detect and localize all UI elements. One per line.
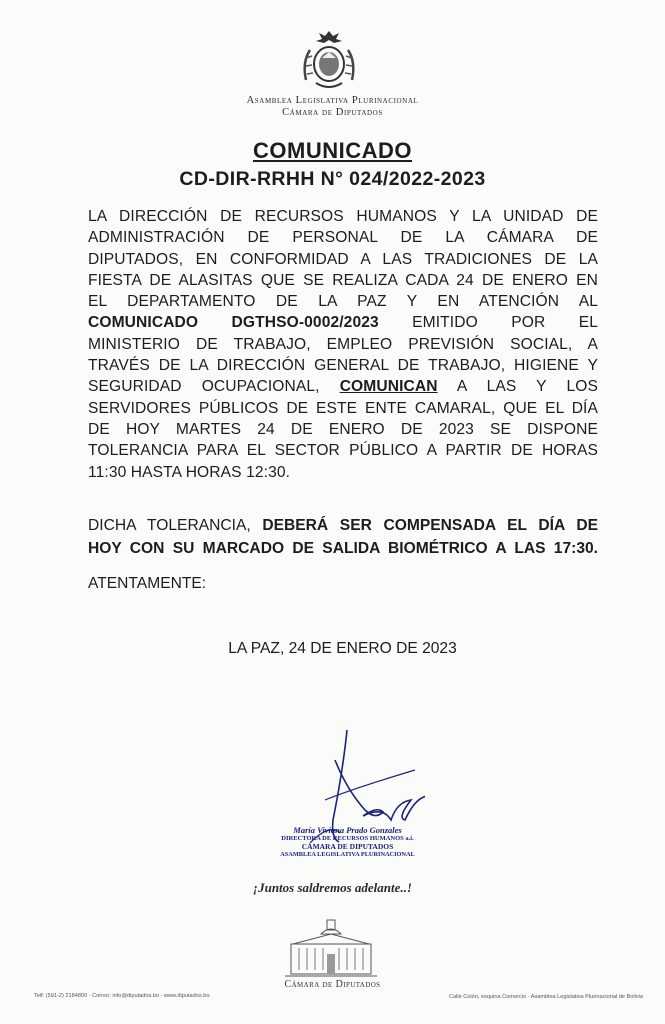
paragraph-text: A LAS Y LOS (437, 378, 598, 396)
closing: ATENTAMENTE: (88, 575, 207, 592)
paragraph-line: TOLERANCIA PARA EL SECTOR PÚBLICO A PARTIR DE HORAS (88, 442, 598, 460)
paragraph-line: SERVIDORES PÚBLICOS DE ESTE ENTE CAMARAL, QUE EL DÍA (88, 399, 598, 417)
paragraph-text: SEGURIDAD OCUPACIONAL, (88, 378, 340, 396)
comunican-keyword: COMUNICAN (339, 378, 438, 396)
compensation-paragraph (88, 514, 598, 560)
paragraph-text: DICHA TOLERANCIA, (88, 517, 263, 534)
compensation-notice: DEBERÁ SER COMPENSADA EL DÍA DE (262, 517, 598, 534)
paragraph-line: LA DIRECCIÓN DE RECURSOS HUMANOS Y LA UNIDAD DE (88, 208, 598, 225)
paragraph-line (88, 514, 598, 537)
paragraph-line: TRAVÉS DE LA DIRECCIÓN GENERAL DE TRABAJO, HIGIENE Y (88, 357, 598, 375)
paragraph-line: MINISTERIO DE TRABAJO, EMPLEO PREVISIÓN SOCIAL, A (88, 335, 598, 353)
motto: ¡Juntos saldremos adelante..! (253, 880, 412, 895)
footer-chamber-name: Cámara de Diputados (284, 979, 381, 990)
place-date: LA PAZ, 24 DE ENERO DE 2023 (228, 640, 457, 657)
compensation-notice: HOY CON SU MARCADO DE SALIDA BIOMÉTRICO A LAS 17:30. (88, 540, 598, 557)
paragraph-line: EL DEPARTAMENTO DE LA PAZ Y EN ATENCIÓN AL (88, 293, 598, 311)
signer-name: María Viviana Prado Gonzales (293, 825, 402, 835)
footer-address: Calle Colón, esquina Comercio - Asamblea Legislativa Plurinacional de Bolivia (448, 994, 643, 1000)
paragraph-line: 11:30 HASTA HORAS 12:30. (88, 463, 291, 481)
paragraph-line: ADMINISTRACIÓN DE PERSONAL DE LA CÁMARA DE (88, 229, 598, 247)
document-title: COMUNICADO (253, 138, 412, 163)
main-paragraph (88, 206, 598, 483)
footer-contact: Telf: (591-2) 2184800 - Correo: info@diputados.bo - www.diputados.bo (34, 993, 210, 999)
signer-position: DIRECTORA DE RECURSOS HUMANOS a.i. (281, 835, 414, 842)
paragraph-line: DIPUTADOS, EN CONFORMIDAD A LAS TRADICIONES DE LA (88, 250, 598, 268)
chamber-building-icon (283, 918, 379, 980)
document-reference: CD-DIR-RRHH N° 024/2022-2023 (179, 168, 486, 190)
institution-line-1: Asamblea Legislativa Plurinacional (246, 95, 419, 106)
stamp-chamber: CÁMARA DE DIPUTADOS (301, 842, 394, 851)
paragraph-line (88, 312, 598, 333)
paragraph-line: FIESTA DE ALASITAS QUE SE REALIZA CADA 24 DE ENERO EN (88, 271, 598, 289)
coat-of-arms-icon (298, 28, 360, 92)
paragraph-text: EMITIDO POR EL (378, 314, 598, 332)
paragraph-line (88, 376, 598, 397)
paragraph-line: DE HOY MARTES 24 DE ENERO DE 2023 SE DISPONE (88, 420, 598, 438)
stamp-assembly: ASAMBLEA LEGISLATIVA PLURINACIONAL (280, 851, 415, 858)
institution-line-2: Cámara de Diputados (282, 107, 383, 118)
comunicado-reference: COMUNICADO DGTHSO-0002/2023 (88, 314, 379, 332)
signature-stamp (280, 825, 415, 858)
